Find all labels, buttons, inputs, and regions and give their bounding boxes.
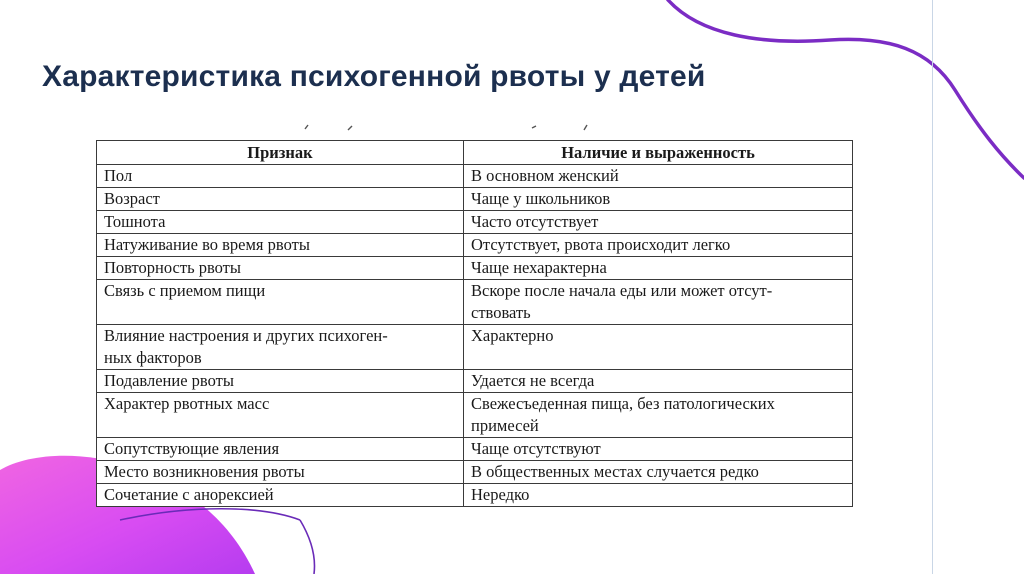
table-row [97,188,853,211]
slide-title: Характеристика психогенной рвоты у детей [42,60,706,93]
table-row [97,484,853,507]
header-presence: Наличие и выраженность [464,141,853,165]
table-row [97,211,853,234]
cell-sign: Связь с приемом пищи [97,280,464,325]
cell-presence: Чаще у школьников [464,188,853,211]
cell-presence: Удается не всегда [464,370,853,393]
cell-sign: Подавление рвоты [97,370,464,393]
cell-presence: Отсутствует, рвота происходит легко [464,234,853,257]
cell-sign: Повторность рвоты [97,257,464,280]
cell-presence: Чаще отсутствуют [464,438,853,461]
characteristics-table [96,140,853,507]
table-body [97,165,853,507]
cell-presence: В общественных местах случается редко [464,461,853,484]
cell-sign: Натуживание во время рвоты [97,234,464,257]
scan-artifact-marks [300,122,600,132]
cell-sign: Место возникновения рвоты [97,461,464,484]
slide-edge-line [932,0,933,574]
cell-presence: Часто отсутствует [464,211,853,234]
cell-sign: Возраст [97,188,464,211]
cell-presence: Вскоре после начала еды или может отсут- ствовать [464,280,853,325]
cell-presence: Нередко [464,484,853,507]
cell-presence: Свежесъеденная пища, без патологических примесей [464,393,853,438]
table-row [97,393,853,438]
cell-sign: Сопутствующие явления [97,438,464,461]
cell-presence: Чаще нехарактерна [464,257,853,280]
characteristics-table-container [96,140,852,507]
cell-sign: Характер рвотных масс [97,393,464,438]
table-row [97,461,853,484]
cell-presence: Характерно [464,325,853,370]
cell-presence: В основном женский [464,165,853,188]
cell-sign: Влияние настроения и других психоген- ных факторов [97,325,464,370]
table-row [97,234,853,257]
header-sign: Признак [97,141,464,165]
table-row [97,165,853,188]
cell-sign: Тошнота [97,211,464,234]
decorative-thin-curve-2 [300,520,314,574]
table-row [97,325,853,370]
cell-sign: Сочетание с анорексией [97,484,464,507]
table-row [97,370,853,393]
table-row [97,280,853,325]
table-header-row [97,141,853,165]
table-row [97,257,853,280]
table-row [97,438,853,461]
cell-sign: Пол [97,165,464,188]
